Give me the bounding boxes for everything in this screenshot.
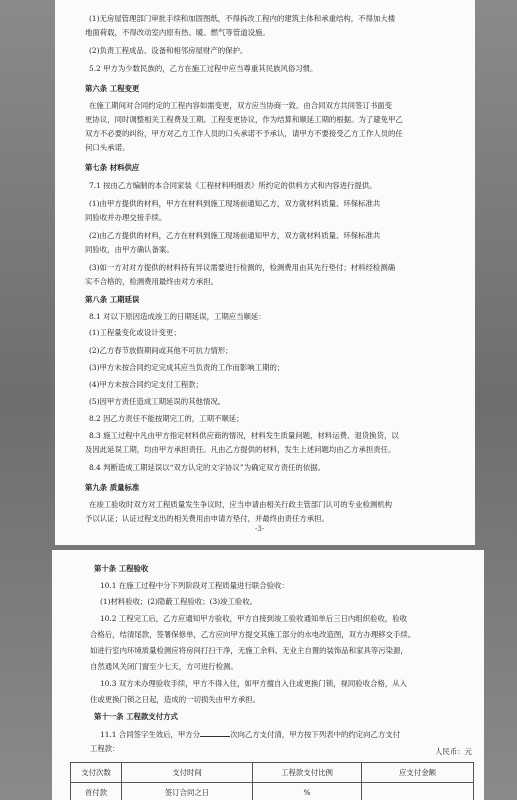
blank-underline	[200, 728, 230, 737]
paragraph: 及因此延误工期，均由甲方承担责任。凡由乙方提供的材料，发生上述问题均由乙方承担责任。	[85, 445, 396, 454]
table-cell: 首付款	[71, 783, 122, 800]
paragraph: 8.2 因乙方责任不能按期完工的，工期不顺延；	[89, 414, 244, 423]
paragraph: 予以认证；认证过程支出的相关费用由申请方垫付，并最终由责任方承担。	[85, 514, 329, 523]
paragraph: 10.3 双方未办理验收手续，甲方不得入住，如甲方擅自入住或更换门锁，视同验收合格，从入	[100, 679, 408, 688]
paragraph: (1)无房屋管理部门审批手续和加固图纸，不得拆改工程内的建筑主体和承重结构，不得加大楼	[89, 14, 396, 23]
paragraph: (2)由乙方提供的材料，乙方在材料到施工现场前通知甲方，双方就材料质量、环保标准共	[89, 231, 381, 240]
section-heading: 第十一条 工程款支付方式	[94, 712, 178, 721]
paragraph: 地面荷载，不得改动室内原有热、暖、燃气等管道设施。	[85, 28, 270, 37]
table-cell	[362, 783, 474, 800]
table-header-row	[71, 763, 474, 783]
payment-table	[70, 762, 474, 800]
page-number: -3-	[255, 525, 265, 533]
section-heading: 第六条 工程变更	[85, 84, 140, 93]
table-row	[71, 783, 474, 800]
table-cell: %	[253, 783, 362, 800]
paragraph: 更协议，同时调整相关工程费及工期。工程变更协议，作为结算和顺延工期的根据。为了避免甲乙	[85, 115, 403, 124]
paragraph: 如进行室内环境质量检测应将房间打扫干净，无施工余料、无业主自置的装饰品和家具等污染源，	[90, 646, 408, 655]
paragraph: (3)如一方对对方提供的材料持有异议需要进行检测的，检测费用由其先行垫付；材料经检测确	[89, 263, 396, 272]
paragraph: 同验收并办理交接手续。	[85, 213, 167, 222]
list-item: (5)因甲方责任造成工期延误的其他情况。	[89, 397, 226, 406]
table-header: 支付时间	[122, 763, 253, 783]
paragraph: 8.4 判断造成工期延误以“双方认定的文字协议”为确定双方责任的依据。	[89, 463, 325, 472]
paragraph: 实不合格的，检测费用最终由对方承担。	[85, 277, 219, 286]
paragraph: (1)材料验收；(2)隐蔽工程验收；(3)竣工验收。	[100, 597, 258, 606]
table-cell: 签订合同之日	[122, 783, 253, 800]
paragraph: 何口头承诺。	[85, 143, 130, 152]
paragraph: 工程款：	[90, 744, 120, 753]
paragraph: 7.1 按由乙方编制的本合同家装《工程材料明细表》所约定的供料方式和内容进行提供。	[89, 181, 377, 190]
paragraph: 10.1 在施工过程中分下列阶段对工程质量进行联合验收：	[100, 581, 289, 590]
list-item: (4)甲方未按合同约定支付工程款；	[89, 380, 203, 389]
paragraph: (2)负责工程成品、设备和相邻房屋财产的保护。	[89, 46, 248, 55]
section-heading: 第八条 工期延误	[85, 295, 140, 304]
paragraph: (1)由甲方提供的材料，甲方在材料到施工现场前通知乙方，双方就材料质量、环保标准共	[89, 199, 381, 208]
paragraph: 8.1 对以下原因造成竣工的日期延误，工期应当顺延：	[89, 312, 266, 321]
paragraph: 同验收，由甲方确认备案。	[85, 245, 174, 254]
table-header: 应支付金额	[362, 763, 474, 783]
contract-page-1	[55, 0, 475, 545]
list-item: (2)乙方春节放假期间或其他不可抗力情形；	[89, 346, 233, 355]
section-heading: 第十条 工程验收	[94, 564, 149, 573]
paragraph: 自然通风关闭门窗至少七天，方可进行检测。	[90, 662, 238, 671]
table-header: 支付次数	[71, 763, 122, 783]
table-header: 工程款支付比例	[253, 763, 362, 783]
list-item: (3)甲方未按合同约定完成其应当负责的工作而影响工期的；	[89, 363, 285, 372]
list-item: (1)工程量变化或设计变更；	[89, 328, 181, 337]
paragraph: 11.1 合同签字生效后，甲方分 次向乙方支付清，甲方按下列表中的约定向乙方支付	[100, 730, 401, 739]
currency-note: 人民币：元	[435, 747, 472, 756]
paragraph: 住或更换门锁之日起，造成的一切损失由甲方承担。	[90, 695, 260, 704]
paragraph: 合格后，结清尾款，签署保修单，乙方应向甲方提交其施工部分的水电改造图，双方办理移交手续。	[90, 630, 416, 639]
section-heading: 第九条 质量标准	[85, 483, 140, 492]
paragraph: 8.3 施工过程中凡由甲方指定材料供应商的情况，材料发生质量问题，材料运费、退货换货，以	[89, 431, 399, 440]
section-heading: 第七条 材料供应	[85, 163, 140, 172]
paragraph: 双方不必要的纠纷，甲方对乙方工作人员的口头承诺不予承认，请甲方不要接受乙方工作人员的任	[85, 129, 403, 138]
paragraph: 5.2 甲方为少数民族的，乙方在施工过程中应当尊重其民族风俗习惯。	[89, 64, 318, 73]
paragraph: 在施工期间对合同约定的工程内容如需变更，双方应当协商一致。由合同双方共同签订书面变	[89, 101, 393, 110]
contract-page-2	[52, 550, 484, 800]
paragraph: 10.2 工程完工后，乙方应通知甲方验收，甲方自接到竣工验收通知单后三日内组织验收，验收	[100, 614, 408, 623]
paragraph: 在竣工验收时双方对工程质量发生争议时，应当申请由相关行政主管部门认可的专业检测机构	[89, 500, 393, 509]
